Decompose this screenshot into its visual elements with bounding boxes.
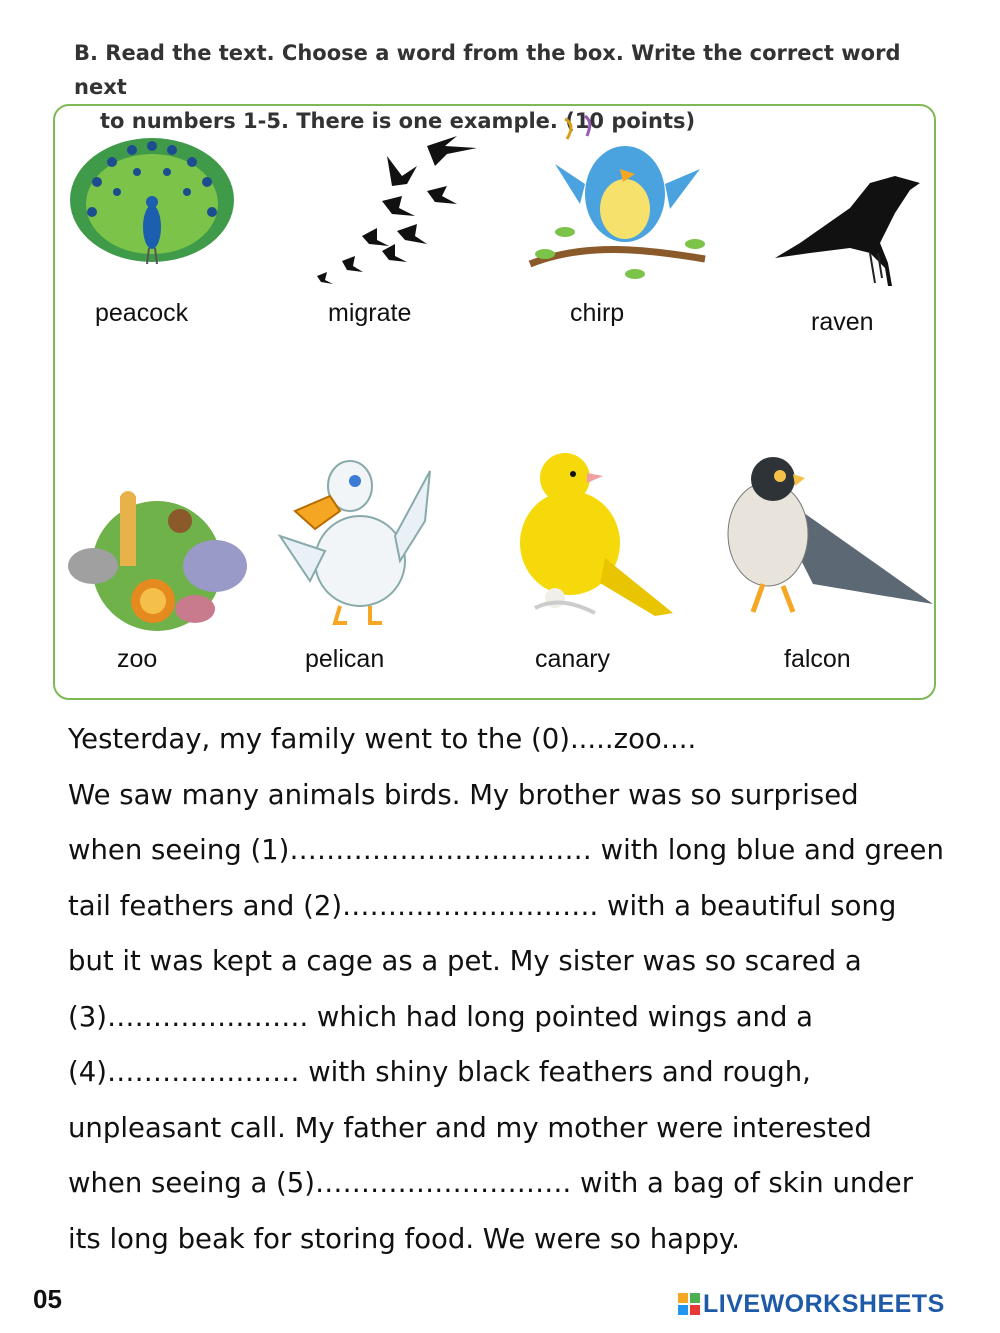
migrate-birds-image	[307, 116, 497, 291]
zoo-animals-image	[65, 491, 250, 636]
word-migrate: migrate	[328, 299, 412, 327]
word-peacock: peacock	[95, 299, 189, 327]
passage-line-0: Yesterday, my family went to the (0).....zoo....	[68, 723, 697, 755]
passage-line-8[interactable]: when seeing a (5)………………………. with a bag of skin under	[68, 1167, 914, 1199]
passage-line-9: its long beak for storing food. We were so happy.	[68, 1222, 741, 1255]
liveworksheets-brand: LIVEWORKSHEETS	[703, 1290, 945, 1318]
page-number: 05	[33, 1284, 62, 1314]
passage-line-7: unpleasant call. My father and my mother were interested	[68, 1111, 872, 1144]
passage-line-5[interactable]: (3)…………………. which had long pointed wings and a	[68, 1000, 814, 1033]
instruction-line-2: to numbers 1-5. There is one example. (10 points)	[100, 109, 696, 133]
passage	[68, 712, 948, 1267]
passage-line-2[interactable]: when seeing (1)…………………………… with long blue and green	[68, 834, 944, 866]
canary-image	[505, 448, 680, 623]
pelican-image	[275, 451, 435, 626]
word-pelican: pelican	[305, 645, 385, 673]
falcon-image	[723, 454, 935, 619]
word-chirp: chirp	[570, 299, 625, 327]
instruction-line-1: B. Read the text. Choose a word from the box. Write the correct word next	[74, 41, 901, 99]
passage-line-1: We saw many animals birds. My brother was so surprised	[68, 778, 859, 811]
raven-image	[770, 168, 935, 293]
word-box	[53, 104, 936, 700]
liveworksheets-logo[interactable]	[678, 1290, 945, 1319]
word-raven: raven	[811, 308, 874, 336]
word-canary: canary	[535, 645, 611, 673]
word-falcon: falcon	[784, 645, 851, 673]
peacock-image	[67, 132, 237, 267]
word-zoo: zoo	[117, 645, 158, 673]
passage-line-6[interactable]: (4)………………… with shiny black feathers and rough,	[68, 1056, 811, 1088]
passage-line-4: but it was kept a cage as a pet. My sister was so scared a	[68, 945, 862, 977]
passage-line-3[interactable]: tail feathers and (2)………………………. with a beautiful song	[68, 889, 897, 922]
liveworksheets-mark-icon	[678, 1293, 700, 1315]
chirp-bird-image	[525, 114, 710, 284]
